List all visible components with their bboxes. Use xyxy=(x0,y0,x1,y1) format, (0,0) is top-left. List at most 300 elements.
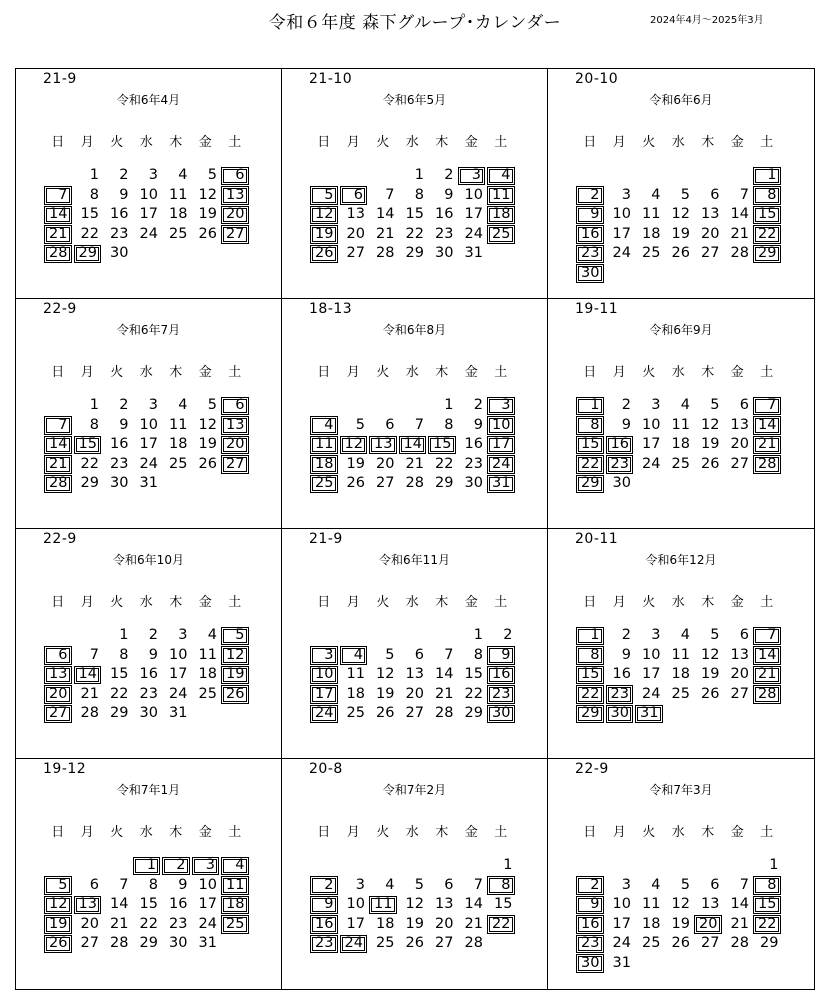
holiday-day: 27 xyxy=(221,455,249,474)
work-day: 29 xyxy=(80,475,99,492)
month-title: 令和6年6月 xyxy=(649,93,713,107)
holiday-day: 8 xyxy=(576,416,604,435)
work-day: 22 xyxy=(110,685,129,702)
work-day: 26 xyxy=(198,225,217,242)
holiday-day: 20 xyxy=(221,206,249,225)
work-day: 24 xyxy=(139,455,158,472)
work-day: 6 xyxy=(89,876,99,893)
work-day: 7 xyxy=(444,646,454,663)
work-day: 4 xyxy=(178,397,188,414)
empty-cell xyxy=(723,166,753,186)
holiday-day: 2 xyxy=(162,857,190,876)
work-day: 17 xyxy=(139,206,158,223)
weekday-label: 金 xyxy=(464,825,478,840)
weekday-label: 日 xyxy=(51,365,65,380)
empty-cell xyxy=(102,856,132,876)
weekday-label: 火 xyxy=(642,825,656,840)
work-day: 4 xyxy=(178,167,188,184)
work-day: 1 xyxy=(769,857,779,874)
work-day: 15 xyxy=(80,206,99,223)
holiday-day: 1 xyxy=(133,857,161,876)
work-day: 23 xyxy=(139,685,158,702)
work-day: 13 xyxy=(701,896,720,913)
holiday-day: 24 xyxy=(487,455,515,474)
work-day: 27 xyxy=(376,475,395,492)
holiday-day: 16 xyxy=(310,915,338,934)
holiday-day: 11 xyxy=(221,876,249,895)
day-grid xyxy=(575,626,782,724)
work-day: 24 xyxy=(612,935,631,952)
work-day: 10 xyxy=(642,646,661,663)
weekday-label: 月 xyxy=(80,825,94,840)
work-day: 13 xyxy=(346,206,365,223)
work-day: 4 xyxy=(680,397,690,414)
work-day: 20 xyxy=(346,225,365,242)
work-day: 17 xyxy=(612,915,631,932)
work-day: 28 xyxy=(730,935,749,952)
month-code: 21-9 xyxy=(43,71,77,87)
work-day: 22 xyxy=(464,685,483,702)
work-day: 12 xyxy=(701,416,720,433)
work-day: 29 xyxy=(435,475,454,492)
holiday-day: 25 xyxy=(487,225,515,244)
weekday-header xyxy=(309,131,516,150)
work-day: 2 xyxy=(148,627,158,644)
month-code: 20-11 xyxy=(575,531,619,547)
empty-cell xyxy=(73,856,103,876)
work-day: 5 xyxy=(680,876,690,893)
work-day: 30 xyxy=(169,935,188,952)
work-day: 18 xyxy=(346,685,365,702)
holiday-day: 16 xyxy=(606,436,634,455)
work-day: 26 xyxy=(671,935,690,952)
month-code: 19-11 xyxy=(575,301,619,317)
work-day: 3 xyxy=(651,397,661,414)
work-day: 14 xyxy=(435,666,454,683)
work-day: 9 xyxy=(119,416,129,433)
holiday-day: 23 xyxy=(487,685,515,704)
holiday-day: 13 xyxy=(369,436,397,455)
holiday-day: 15 xyxy=(576,436,604,455)
weekday-label: 土 xyxy=(494,595,508,610)
holiday-day: 6 xyxy=(44,646,72,665)
work-day: 17 xyxy=(464,206,483,223)
holiday-day: 28 xyxy=(44,245,72,264)
empty-cell xyxy=(43,166,73,186)
work-day: 14 xyxy=(730,206,749,223)
work-day: 27 xyxy=(346,245,365,262)
work-day: 18 xyxy=(671,666,690,683)
work-day: 30 xyxy=(464,475,483,492)
work-day: 18 xyxy=(671,436,690,453)
weekday-label: 月 xyxy=(612,365,626,380)
work-day: 10 xyxy=(642,416,661,433)
work-day: 16 xyxy=(612,666,631,683)
work-day: 23 xyxy=(435,225,454,242)
work-day: 20 xyxy=(701,225,720,242)
holiday-day: 14 xyxy=(399,436,427,455)
holiday-day: 3 xyxy=(310,646,338,665)
holiday-day: 19 xyxy=(44,915,72,934)
work-day: 4 xyxy=(385,876,395,893)
holiday-day: 2 xyxy=(310,876,338,895)
weekday-label: 水 xyxy=(671,595,685,610)
weekday-label: 土 xyxy=(494,135,508,150)
work-day: 27 xyxy=(80,935,99,952)
work-day: 11 xyxy=(642,896,661,913)
work-day: 17 xyxy=(139,436,158,453)
weekday-label: 木 xyxy=(169,595,183,610)
holiday-day: 25 xyxy=(310,475,338,494)
work-day: 10 xyxy=(464,186,483,203)
weekday-label: 日 xyxy=(583,365,597,380)
work-day: 15 xyxy=(110,666,129,683)
holiday-day: 20 xyxy=(221,436,249,455)
weekday-label: 日 xyxy=(317,135,331,150)
work-day: 12 xyxy=(198,416,217,433)
month-title: 令和6年5月 xyxy=(382,93,447,107)
holiday-day: 5 xyxy=(221,627,249,646)
work-day: 6 xyxy=(414,646,424,663)
work-day: 11 xyxy=(642,206,661,223)
holiday-day: 7 xyxy=(44,416,72,435)
month-title: 令和6年11月 xyxy=(379,553,450,567)
holiday-day: 7 xyxy=(753,397,781,416)
holiday-day: 13 xyxy=(44,666,72,685)
weekday-label: 火 xyxy=(376,825,390,840)
work-day: 3 xyxy=(621,186,631,203)
work-day: 5 xyxy=(207,167,217,184)
work-day: 27 xyxy=(435,935,454,952)
work-day: 1 xyxy=(89,167,99,184)
holiday-day: 14 xyxy=(44,436,72,455)
weekday-label: 月 xyxy=(80,365,94,380)
work-day: 9 xyxy=(444,186,454,203)
holiday-day: 20 xyxy=(694,915,722,934)
holiday-day: 15 xyxy=(428,436,456,455)
holiday-day: 12 xyxy=(340,436,368,455)
work-day: 8 xyxy=(473,646,483,663)
empty-cell xyxy=(309,856,339,876)
holiday-day: 24 xyxy=(340,935,368,954)
weekday-label: 金 xyxy=(730,365,744,380)
holiday-day: 20 xyxy=(44,685,72,704)
month-title: 令和7年2月 xyxy=(382,783,447,797)
work-day: 26 xyxy=(198,455,217,472)
weekday-label: 日 xyxy=(51,595,65,610)
work-day: 21 xyxy=(730,915,749,932)
weekday-label: 木 xyxy=(435,365,449,380)
work-day: 5 xyxy=(355,416,365,433)
work-day: 4 xyxy=(651,186,661,203)
work-day: 10 xyxy=(612,206,631,223)
holiday-day: 23 xyxy=(310,935,338,954)
month-title: 令和6年9月 xyxy=(649,323,713,337)
holiday-day: 12 xyxy=(310,206,338,225)
holiday-day: 16 xyxy=(576,225,604,244)
work-day: 26 xyxy=(701,455,720,472)
month-panel xyxy=(548,529,814,759)
weekday-label: 日 xyxy=(583,135,597,150)
work-day: 3 xyxy=(621,876,631,893)
work-day: 2 xyxy=(444,167,454,184)
weekday-label: 金 xyxy=(464,365,478,380)
month-code: 18-13 xyxy=(309,301,353,317)
holiday-day: 26 xyxy=(221,685,249,704)
work-day: 29 xyxy=(405,245,424,262)
weekday-header xyxy=(43,591,250,610)
holiday-day: 6 xyxy=(221,167,249,186)
holiday-day: 9 xyxy=(487,646,515,665)
holiday-day: 1 xyxy=(753,167,781,186)
day-grid xyxy=(575,396,782,494)
work-day: 10 xyxy=(612,896,631,913)
month-panel xyxy=(16,759,282,989)
weekday-label: 月 xyxy=(80,595,94,610)
work-day: 30 xyxy=(110,245,129,262)
work-day: 13 xyxy=(730,646,749,663)
work-day: 4 xyxy=(207,627,217,644)
work-day: 20 xyxy=(376,455,395,472)
holiday-day: 15 xyxy=(753,206,781,225)
holiday-day: 15 xyxy=(74,436,102,455)
weekday-label: 水 xyxy=(139,135,153,150)
work-day: 12 xyxy=(701,646,720,663)
work-day: 24 xyxy=(139,225,158,242)
work-day: 6 xyxy=(444,876,454,893)
work-day: 5 xyxy=(207,397,217,414)
work-day: 5 xyxy=(385,646,395,663)
work-day: 8 xyxy=(444,416,454,433)
work-day: 16 xyxy=(110,436,129,453)
weekday-label: 土 xyxy=(228,595,242,610)
work-day: 22 xyxy=(139,915,158,932)
month-panel xyxy=(282,529,548,759)
holiday-day: 1 xyxy=(576,627,604,646)
work-day: 25 xyxy=(642,935,661,952)
work-day: 6 xyxy=(739,627,749,644)
weekday-label: 金 xyxy=(198,365,212,380)
weekday-label: 金 xyxy=(464,595,478,610)
holiday-day: 22 xyxy=(753,915,781,934)
weekday-header xyxy=(309,361,516,380)
weekday-label: 水 xyxy=(139,365,153,380)
month-code: 19-12 xyxy=(43,761,87,777)
work-day: 12 xyxy=(671,896,690,913)
weekday-label: 木 xyxy=(435,595,449,610)
work-day: 16 xyxy=(464,436,483,453)
holiday-day: 31 xyxy=(487,475,515,494)
work-day: 6 xyxy=(385,416,395,433)
work-day: 9 xyxy=(119,186,129,203)
holiday-day: 26 xyxy=(310,245,338,264)
work-day: 26 xyxy=(405,935,424,952)
holiday-day: 15 xyxy=(753,896,781,915)
holiday-day: 29 xyxy=(74,245,102,264)
work-day: 7 xyxy=(473,876,483,893)
month-title: 令和6年8月 xyxy=(382,323,447,337)
work-day: 19 xyxy=(198,206,217,223)
work-day: 18 xyxy=(169,436,188,453)
holiday-day: 27 xyxy=(44,705,72,724)
empty-cell xyxy=(723,856,753,876)
holiday-day: 14 xyxy=(753,646,781,665)
work-day: 27 xyxy=(730,455,749,472)
work-day: 21 xyxy=(80,685,99,702)
empty-cell xyxy=(398,396,428,416)
weekday-label: 月 xyxy=(612,135,626,150)
work-day: 5 xyxy=(710,627,720,644)
weekday-label: 土 xyxy=(760,595,774,610)
holiday-day: 11 xyxy=(487,186,515,205)
holiday-day: 7 xyxy=(44,186,72,205)
work-day: 5 xyxy=(680,186,690,203)
work-day: 15 xyxy=(494,896,513,913)
month-title: 令和6年12月 xyxy=(645,553,717,567)
work-day: 31 xyxy=(612,954,631,971)
weekday-label: 火 xyxy=(376,135,390,150)
work-day: 19 xyxy=(671,225,690,242)
weekday-label: 日 xyxy=(317,825,331,840)
work-day: 31 xyxy=(464,245,483,262)
work-day: 11 xyxy=(198,646,217,663)
work-day: 30 xyxy=(110,475,129,492)
day-grid xyxy=(43,626,250,724)
day-grid xyxy=(575,166,782,283)
work-day: 29 xyxy=(110,705,129,722)
empty-cell xyxy=(605,856,635,876)
holiday-day: 9 xyxy=(576,896,604,915)
work-day: 13 xyxy=(701,206,720,223)
day-grid xyxy=(309,856,516,954)
day-grid xyxy=(575,856,782,973)
weekday-label: 金 xyxy=(198,825,212,840)
empty-cell xyxy=(457,856,487,876)
holiday-day: 21 xyxy=(753,436,781,455)
work-day: 1 xyxy=(444,397,454,414)
work-day: 20 xyxy=(730,436,749,453)
work-day: 25 xyxy=(671,455,690,472)
holiday-day: 3 xyxy=(192,857,220,876)
work-day: 5 xyxy=(414,876,424,893)
work-day: 17 xyxy=(642,436,661,453)
weekday-label: 木 xyxy=(169,825,183,840)
day-grid xyxy=(43,396,250,494)
month-panel xyxy=(282,759,548,989)
work-day: 25 xyxy=(169,225,188,242)
weekday-header xyxy=(43,131,250,150)
empty-cell xyxy=(43,626,73,646)
weekday-header xyxy=(309,591,516,610)
work-day: 1 xyxy=(503,857,513,874)
work-day: 25 xyxy=(671,685,690,702)
work-day: 9 xyxy=(148,646,158,663)
work-day: 17 xyxy=(169,666,188,683)
day-grid xyxy=(43,166,250,264)
weekday-label: 金 xyxy=(730,135,744,150)
weekday-label: 土 xyxy=(760,135,774,150)
month-code: 22-9 xyxy=(43,301,77,317)
work-day: 12 xyxy=(376,666,395,683)
weekday-label: 日 xyxy=(317,365,331,380)
month-title: 令和6年4月 xyxy=(116,93,181,107)
work-day: 4 xyxy=(680,627,690,644)
empty-cell xyxy=(368,856,398,876)
holiday-day: 14 xyxy=(74,666,102,685)
holiday-day: 6 xyxy=(221,397,249,416)
day-grid xyxy=(309,166,516,264)
work-day: 19 xyxy=(346,455,365,472)
work-day: 31 xyxy=(169,705,188,722)
month-panel xyxy=(282,299,548,529)
work-day: 17 xyxy=(346,915,365,932)
holiday-day: 11 xyxy=(369,896,397,915)
work-day: 28 xyxy=(464,935,483,952)
weekday-label: 月 xyxy=(346,365,360,380)
work-day: 19 xyxy=(376,685,395,702)
weekday-label: 月 xyxy=(612,595,626,610)
holiday-day: 10 xyxy=(487,416,515,435)
work-day: 22 xyxy=(80,225,99,242)
work-day: 13 xyxy=(435,896,454,913)
holiday-day: 31 xyxy=(635,705,663,724)
work-day: 29 xyxy=(139,935,158,952)
work-day: 18 xyxy=(642,915,661,932)
weekday-label: 月 xyxy=(80,135,94,150)
work-day: 6 xyxy=(710,876,720,893)
work-day: 2 xyxy=(503,627,513,644)
month-code: 22-9 xyxy=(43,531,77,547)
work-day: 21 xyxy=(464,915,483,932)
work-day: 17 xyxy=(642,666,661,683)
work-day: 28 xyxy=(376,245,395,262)
work-day: 24 xyxy=(642,455,661,472)
work-day: 17 xyxy=(198,896,217,913)
empty-cell xyxy=(693,166,723,186)
holiday-day: 2 xyxy=(576,876,604,895)
work-day: 2 xyxy=(119,167,129,184)
weekday-label: 土 xyxy=(760,825,774,840)
weekday-label: 日 xyxy=(583,825,597,840)
work-day: 22 xyxy=(80,455,99,472)
month-panel xyxy=(282,69,548,299)
holiday-day: 7 xyxy=(753,627,781,646)
weekday-label: 月 xyxy=(612,825,626,840)
empty-cell xyxy=(368,166,398,186)
holiday-day: 30 xyxy=(576,954,604,973)
empty-cell xyxy=(427,626,457,646)
work-day: 11 xyxy=(169,186,188,203)
work-day: 27 xyxy=(701,935,720,952)
work-day: 27 xyxy=(701,245,720,262)
weekday-label: 土 xyxy=(228,825,242,840)
empty-cell xyxy=(693,856,723,876)
empty-cell xyxy=(309,396,339,416)
empty-cell xyxy=(43,396,73,416)
holiday-day: 17 xyxy=(487,436,515,455)
empty-cell xyxy=(309,626,339,646)
month-panel xyxy=(548,299,814,529)
weekday-label: 火 xyxy=(110,365,124,380)
weekday-label: 木 xyxy=(435,825,449,840)
weekday-header xyxy=(575,821,782,840)
empty-cell xyxy=(73,626,103,646)
work-day: 8 xyxy=(89,186,99,203)
work-day: 2 xyxy=(119,397,129,414)
holiday-day: 25 xyxy=(221,915,249,934)
holiday-day: 16 xyxy=(487,666,515,685)
empty-cell xyxy=(664,856,694,876)
